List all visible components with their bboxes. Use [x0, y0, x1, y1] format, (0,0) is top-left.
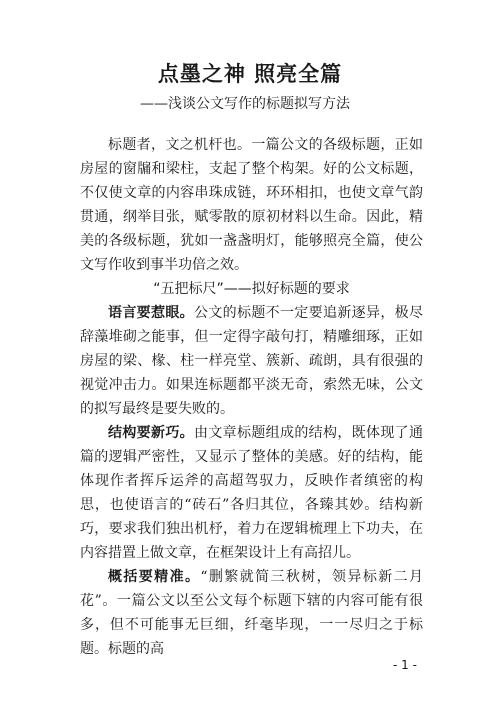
point-paragraph-structure	[80, 421, 423, 565]
point-text: 公文的标题不一定要追新逐异，极尽辞藻堆砌之能事，但一定得字敲句打，精雕细琢，正如房屋的梁、椽、柱一样亮堂、簇新、疏朗，具有很强的视觉冲击力。如果连标题都平淡无奇，索然无味，公文的拟写最终是要失败的。	[80, 305, 423, 417]
document-body	[80, 133, 423, 661]
document-title: 点墨之神 照亮全篇	[157, 61, 343, 86]
document-subtitle: ——浅谈公文写作的标题拟写方法	[140, 96, 350, 112]
point-lead: 概括要精准。	[108, 569, 201, 585]
point-lead: 结构要新巧。	[108, 425, 194, 441]
section-heading: “五把标尺”——拟好标题的要求	[153, 281, 350, 297]
point-text: 由文章标题组成的结构，既体现了通篇的逻辑严密性，又显示了整体的美感。好的结构，能体现作者挥斥运斧的高超驾驭力，反映作者缜密的构思，也使语言的“砖石”各归其位，各臻其妙。结构新巧，要求我们独出机杼，着力在逻辑梳理上下功夫，在内容措置上做文章，在框架设计上有高招儿。	[80, 425, 423, 561]
point-lead: 语言要惹眼。	[108, 305, 194, 321]
point-text: “删繁就简三秋树，领异标新二月花”。一篇公文以至公文每个标题下辖的内容可能有很多，但不可能事无巨细，纤毫毕现，一一尽归之于标题。标题的高	[80, 569, 423, 657]
point-paragraph-language	[80, 301, 423, 421]
page-number: - 1 -	[393, 658, 417, 672]
intro-paragraph: 标题者，文之机杆也。一篇公文的各级标题，正如房屋的窗牖和梁柱，支起了整个构架。好的公文标题，不仅使文章的内容串珠成链，环环相扣，也使文章气韵贯通，纲举目张，赋零散的原初材料以生命。因此，精美的各级标题，犹如一盏盏明灯，能够照亮全篇，使公文写作收到事半功倍之效。	[80, 137, 423, 273]
point-paragraph-summary	[80, 565, 423, 661]
